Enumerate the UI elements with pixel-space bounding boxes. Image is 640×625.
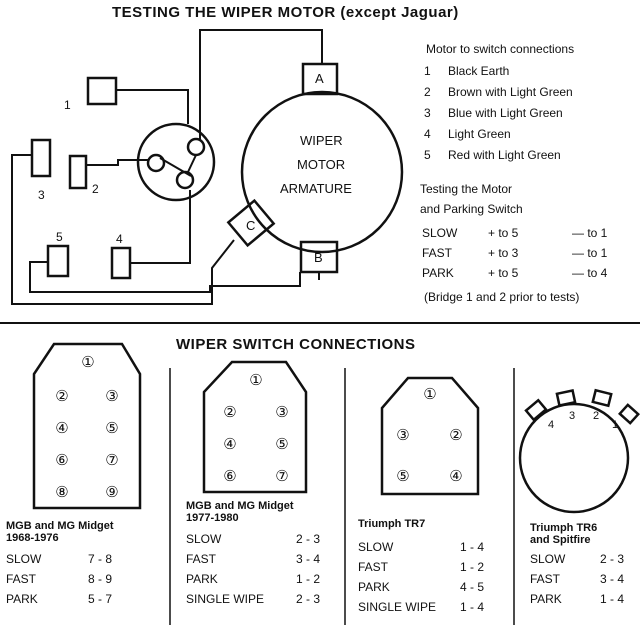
switch-table-3 — [358, 518, 484, 620]
switch-row: SINGLE WIPE 2 - 3 — [186, 592, 321, 606]
connections-heading: Motor to switch connections — [426, 42, 575, 56]
pin-label: ① — [249, 372, 263, 389]
pin-label: ⑦ — [275, 468, 289, 485]
pin-label: ① — [423, 386, 437, 403]
connector-2-label: 2 — [92, 182, 99, 196]
pin-label: 3 — [568, 410, 576, 422]
switch-subtitle: 1968-1976 — [6, 532, 59, 544]
switch-row: SLOW 1 - 4 — [358, 540, 485, 554]
testing-row: PARK + to 5 — to 4 — [422, 266, 608, 280]
pin-label: ④ — [55, 420, 69, 437]
switch-title: MGB and MG Midget — [186, 500, 294, 512]
connector-4-label: 4 — [116, 232, 123, 246]
pin-label: ⑤ — [105, 420, 119, 437]
switch-title: MGB and MG Midget — [6, 520, 114, 532]
connector-3-label: 3 — [38, 188, 45, 202]
pin-label: ② — [449, 427, 463, 444]
switch-subtitle: 1977-1980 — [186, 512, 239, 524]
motor-label-2: MOTOR — [297, 157, 346, 172]
switch-row: SLOW 7 - 8 — [6, 552, 113, 566]
connection-item: 3 Blue with Light Green — [424, 106, 563, 120]
connector-5-label: 5 — [56, 230, 63, 244]
testing-heading-1: Testing the Motor — [420, 182, 513, 196]
pin-label: ⑧ — [55, 484, 69, 501]
pin-label: ③ — [396, 427, 410, 444]
pin-label: ⑥ — [223, 468, 237, 485]
pin-label: ⑤ — [275, 436, 289, 453]
terminal-b-label: B — [314, 250, 323, 265]
pin-label: 2 — [592, 410, 600, 422]
pin-label: 4 — [547, 419, 555, 431]
top-title: TESTING THE WIPER MOTOR (except Jaguar) — [112, 4, 459, 21]
pin-label: ⑨ — [105, 484, 119, 501]
switch-table-1 — [6, 520, 114, 612]
pin-label: 1 — [611, 419, 619, 431]
pin-label: ④ — [223, 436, 237, 453]
switch-row: PARK 4 - 5 — [358, 580, 485, 594]
switch-row: SLOW 2 - 3 — [186, 532, 321, 546]
pin-label: ⑤ — [396, 468, 410, 485]
terminal-c-label: C — [246, 218, 256, 233]
pin-label: ② — [223, 404, 237, 421]
pin-label: ② — [55, 388, 69, 405]
switch-table-4 — [530, 522, 624, 612]
switch-title: Triumph TR6 — [530, 522, 598, 534]
switch-row: FAST 8 - 9 — [6, 572, 113, 586]
switch-title: Triumph TR7 — [358, 518, 426, 530]
connector-1-label: 1 — [64, 98, 71, 112]
motor-label-3: ARMATURE — [280, 181, 352, 196]
pin-label: ⑦ — [105, 452, 119, 469]
switch-row: SINGLE WIPE 1 - 4 — [358, 600, 485, 614]
connection-item: 2 Brown with Light Green — [424, 85, 573, 99]
pin-label: ③ — [105, 388, 119, 405]
motor-label-1: WIPER — [300, 133, 343, 148]
switch-row: SLOW 2 - 3 — [530, 552, 625, 566]
pin-label: ④ — [449, 468, 463, 485]
switch-row: FAST 3 - 4 — [186, 552, 321, 566]
testing-heading-2: and Parking Switch — [420, 202, 523, 216]
pin-label: ⑥ — [55, 452, 69, 469]
pin-label: ① — [81, 354, 95, 371]
switch-row: FAST 3 - 4 — [530, 572, 625, 586]
connection-item: 5 Red with Light Green — [424, 148, 561, 162]
testing-row: SLOW + to 5 — to 1 — [422, 226, 608, 240]
switch-subtitle: and Spitfire — [530, 534, 591, 546]
switch-row: PARK 1 - 2 — [186, 572, 321, 586]
switch-row: FAST 1 - 2 — [358, 560, 485, 574]
pin-label: ③ — [275, 404, 289, 421]
connection-item: 4 Light Green — [424, 127, 511, 141]
switch-row: PARK 5 - 7 — [6, 592, 113, 606]
bottom-title: WIPER SWITCH CONNECTIONS — [176, 336, 416, 353]
switch-row: PARK 1 - 4 — [530, 592, 625, 606]
connection-item: 1 Black Earth — [424, 64, 510, 78]
testing-row: FAST + to 3 — to 1 — [422, 246, 608, 260]
terminal-a-label: A — [315, 71, 324, 86]
switch-table-2 — [186, 500, 320, 612]
testing-note: (Bridge 1 and 2 prior to tests) — [424, 290, 580, 304]
